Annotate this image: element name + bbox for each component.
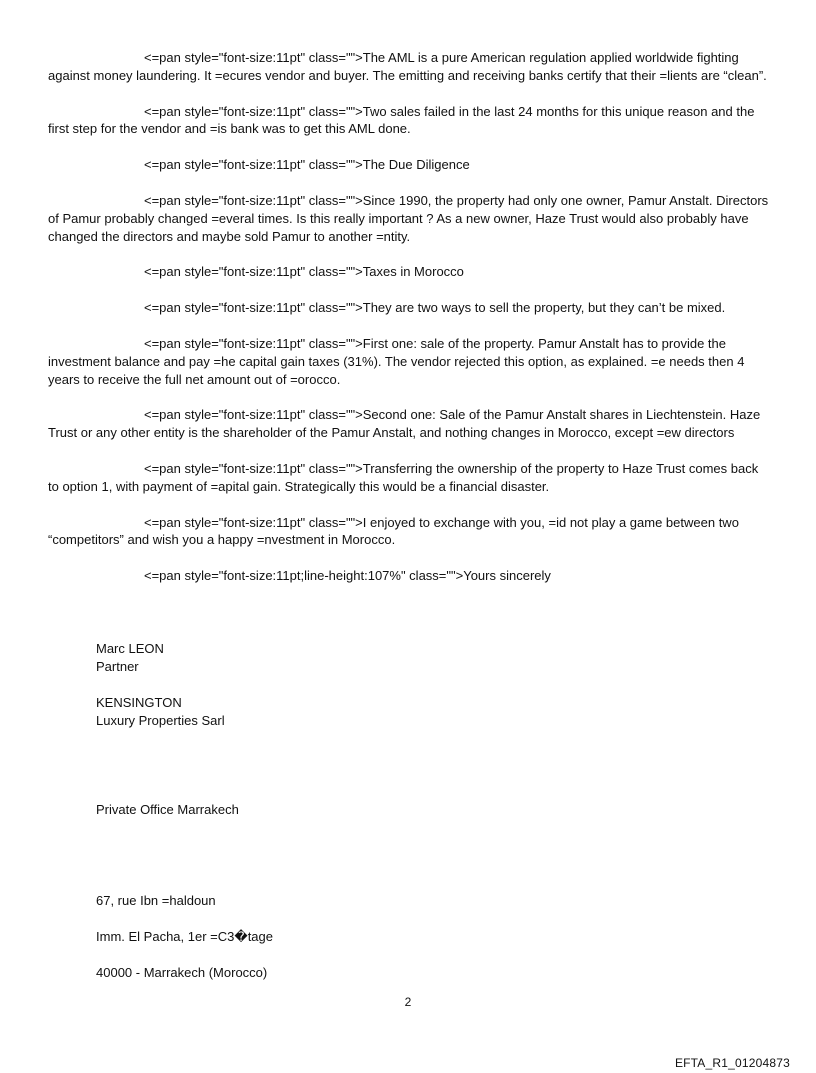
- signer-name: Marc LEON: [96, 641, 164, 656]
- paragraph-ownership: <=pan style="font-size:11pt" class="">Since 1990, the property had only one owner, Pamur Anstalt. Directors of Pamur probably changed =everal times. Is this really important ? As a new owner, Haze Trust would also probably have changed the directors and maybe sold Pamur to another =ntity.: [48, 192, 769, 244]
- company-subtitle: Luxury Properties Sarl: [96, 712, 225, 728]
- paragraph-closing: <=pan style="font-size:11pt" class="">I enjoyed to exchange with you, =id not play a game between two “competitors” and wish you a happy =nvestment in Morocco.: [48, 514, 739, 548]
- address-line-2: Imm. El Pacha, 1er =C3�tage: [96, 929, 273, 944]
- paragraph-sign-off: <=pan style="font-size:11pt;line-height:107%" class="">Yours sincerely: [144, 568, 551, 584]
- letter-body: [48, 49, 770, 603]
- paragraph-aml: <=pan style="font-size:11pt" class="">The AML is a pure American regulation applied worldwide fighting against money laundering. It =ecures vendor and buyer. The emitting and receiving banks certify that their =lients are “clean”.: [48, 50, 767, 83]
- paragraph-transfer: <=pan style="font-size:11pt" class="">Transferring the ownership of the property to Haze Trust comes back to option 1, with payment of =apital gain. Strategically this would be a financial disaster.: [48, 460, 759, 494]
- company-name: KENSINGTON: [96, 695, 182, 710]
- page-number: 2: [404, 995, 412, 1009]
- signature-name-block: [96, 640, 596, 676]
- paragraph-taxes-heading: <=pan style="font-size:11pt" class="">Taxes in Morocco: [144, 264, 464, 280]
- paragraph-due-diligence-heading: <=pan style="font-size:11pt" class="">The Due Diligence: [144, 157, 470, 173]
- signature-company-block: [96, 694, 596, 730]
- paragraph-option-two: <=pan style="font-size:11pt" class="">Second one: Sale of the Pamur Anstalt shares in Liechtenstein. Haze Trust or any other entity is the shareholder of the Pamur Anstalt, and nothing changes in Morocco, except =ew directors: [48, 407, 761, 441]
- address-line-1: 67, rue Ibn =haldoun: [96, 893, 216, 908]
- address-line-3: 40000 - Marrakech (Morocco): [96, 965, 268, 980]
- office-name: Private Office Marrakech: [96, 802, 239, 817]
- paragraph-option-one: <=pan style="font-size:11pt" class="">First one: sale of the property. Pamur Anstalt has to provide the investment balance and pay =he capital gain taxes (31%). The vendor rejected this option, as explained. =e needs then 4 years to receive the full net amount out of =orocco.: [48, 335, 745, 387]
- paragraph-failed-sales: <=pan style="font-size:11pt" class="">Two sales failed in the last 24 months for this unique reason and the first step for the vendor and =is bank was to get this AML done.: [48, 103, 755, 137]
- paragraph-two-ways: <=pan style="font-size:11pt" class="">They are two ways to sell the property, but they can’t be mixed.: [144, 300, 726, 316]
- signer-title: Partner: [96, 658, 139, 674]
- reference-id: EFTA_R1_01204873: [674, 1056, 790, 1070]
